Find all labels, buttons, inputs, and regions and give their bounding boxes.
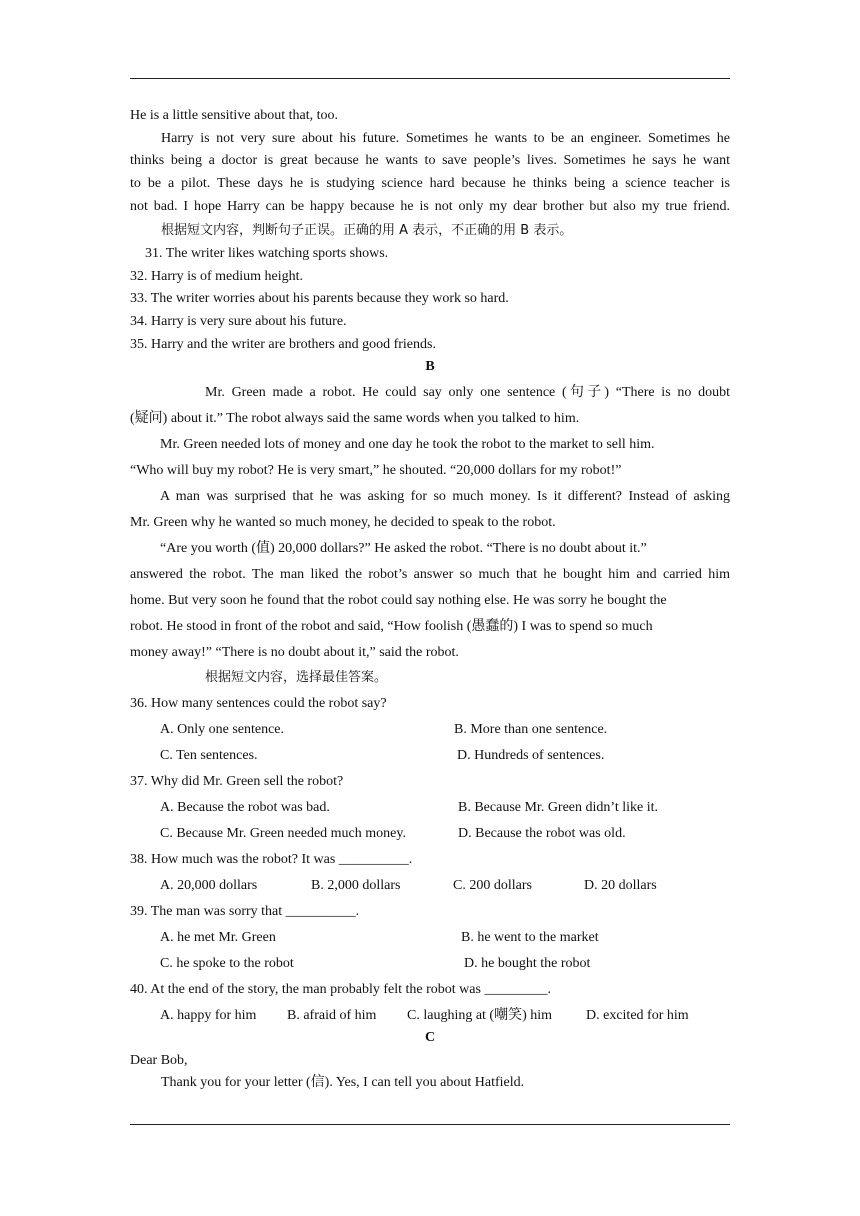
option-37-b: B. Because Mr. Green didn’t like it. <box>458 800 658 815</box>
statement-35: 35. Harry and the writer are brothers and good friends. <box>130 337 436 352</box>
paragraph-line: to be a pilot. These days he is studying science hard because he thinks being a science teacher is <box>130 176 730 191</box>
option-38-c: C. 200 dollars <box>453 878 532 893</box>
question-36: 36. How many sentences could the robot say? <box>130 696 387 711</box>
statement-31: 31. The writer likes watching sports shows. <box>145 246 389 261</box>
option-40-d: D. excited for him <box>586 1008 689 1023</box>
paragraph-line: thinks being a doctor is great because he wants to save people’s lives. Sometimes he says he want <box>130 153 730 168</box>
paragraph-line: He is a little sensitive about that, too. <box>130 108 339 123</box>
option-40-b: B. afraid of him <box>287 1008 377 1023</box>
instruction-mc: 根据短文内容，选择最佳答案。 <box>205 670 388 685</box>
option-37-a: A. Because the robot was bad. <box>160 800 330 815</box>
option-36-c: C. Ten sentences. <box>160 748 258 763</box>
option-40-a: A. happy for him <box>160 1008 257 1023</box>
option-39-d: D. he bought the robot <box>464 956 591 971</box>
header-rule <box>130 78 730 79</box>
option-38-b: B. 2,000 dollars <box>311 878 401 893</box>
statement-34: 34. Harry is very sure about his future. <box>130 314 347 329</box>
option-39-c: C. he spoke to the robot <box>160 956 294 971</box>
question-39: 39. The man was sorry that __________. <box>130 904 360 919</box>
question-37: 37. Why did Mr. Green sell the robot? <box>130 774 344 789</box>
paragraph-line: Mr. Green why he wanted so much money, he decided to speak to the robot. <box>130 515 556 530</box>
letter-first-line: Thank you for your letter (信). Yes, I can tell you about Hatfield. <box>161 1075 525 1090</box>
option-40-c: C. laughing at (嘲笑) him <box>407 1008 553 1023</box>
paragraph-line: Mr. Green made a robot. He could say only one sentence (句子) “There is no doubt <box>205 385 730 400</box>
question-38: 38. How much was the robot? It was __________. <box>130 852 413 867</box>
paragraph-line: home. But very soon he found that the robot could say nothing else. He was sorry he bought the <box>130 593 667 608</box>
paragraph-line: Harry is not very sure about his future. Sometimes he wants to be an engineer. Sometimes he <box>161 131 730 146</box>
footer-rule <box>130 1124 730 1125</box>
paragraph-line: money away!” “There is no doubt about it,” said the robot. <box>130 645 459 660</box>
instruction-tf: 根据短文内容，判断句子正误。正确的用 A 表示，不正确的用 B 表示。 <box>161 223 573 238</box>
paragraph-line: Mr. Green needed lots of money and one day he took the robot to the market to sell him. <box>160 437 655 452</box>
letter-salutation: Dear Bob, <box>130 1053 188 1068</box>
paragraph-line: A man was surprised that he was asking for so much money. Is it different? Instead of asking <box>160 489 730 504</box>
option-39-a: A. he met Mr. Green <box>160 930 276 945</box>
option-37-d: D. Because the robot was old. <box>458 826 626 841</box>
option-38-a: A. 20,000 dollars <box>160 878 258 893</box>
option-36-d: D. Hundreds of sentences. <box>457 748 605 763</box>
question-40: 40. At the end of the story, the man probably felt the robot was _________. <box>130 982 551 997</box>
option-37-c: C. Because Mr. Green needed much money. <box>160 826 406 841</box>
paragraph-line: answered the robot. The man liked the robot’s answer so much that he bought him and carried him <box>130 567 730 582</box>
option-36-b: B. More than one sentence. <box>454 722 608 737</box>
paragraph-line: robot. He stood in front of the robot and said, “How foolish (愚蠢的) I was to spend so much <box>130 619 653 634</box>
paragraph-line: not bad. I hope Harry can be happy because he is not only my dear brother but also my true friend. <box>130 199 730 214</box>
section-heading-b: B <box>425 359 435 374</box>
paragraph-line: “Who will buy my robot? He is very smart,” he shouted. “20,000 dollars for my robot!” <box>130 463 622 478</box>
paragraph-line: “Are you worth (值) 20,000 dollars?” He asked the robot. “There is no doubt about it.” <box>160 541 647 556</box>
statement-33: 33. The writer worries about his parents because they work so hard. <box>130 291 509 306</box>
statement-32: 32. Harry is of medium height. <box>130 269 304 284</box>
option-39-b: B. he went to the market <box>461 930 599 945</box>
section-heading-c: C <box>424 1030 436 1045</box>
option-36-a: A. Only one sentence. <box>160 722 285 737</box>
paragraph-line: (疑问) about it.” The robot always said the same words when you talked to him. <box>130 411 580 426</box>
option-38-d: D. 20 dollars <box>584 878 657 893</box>
